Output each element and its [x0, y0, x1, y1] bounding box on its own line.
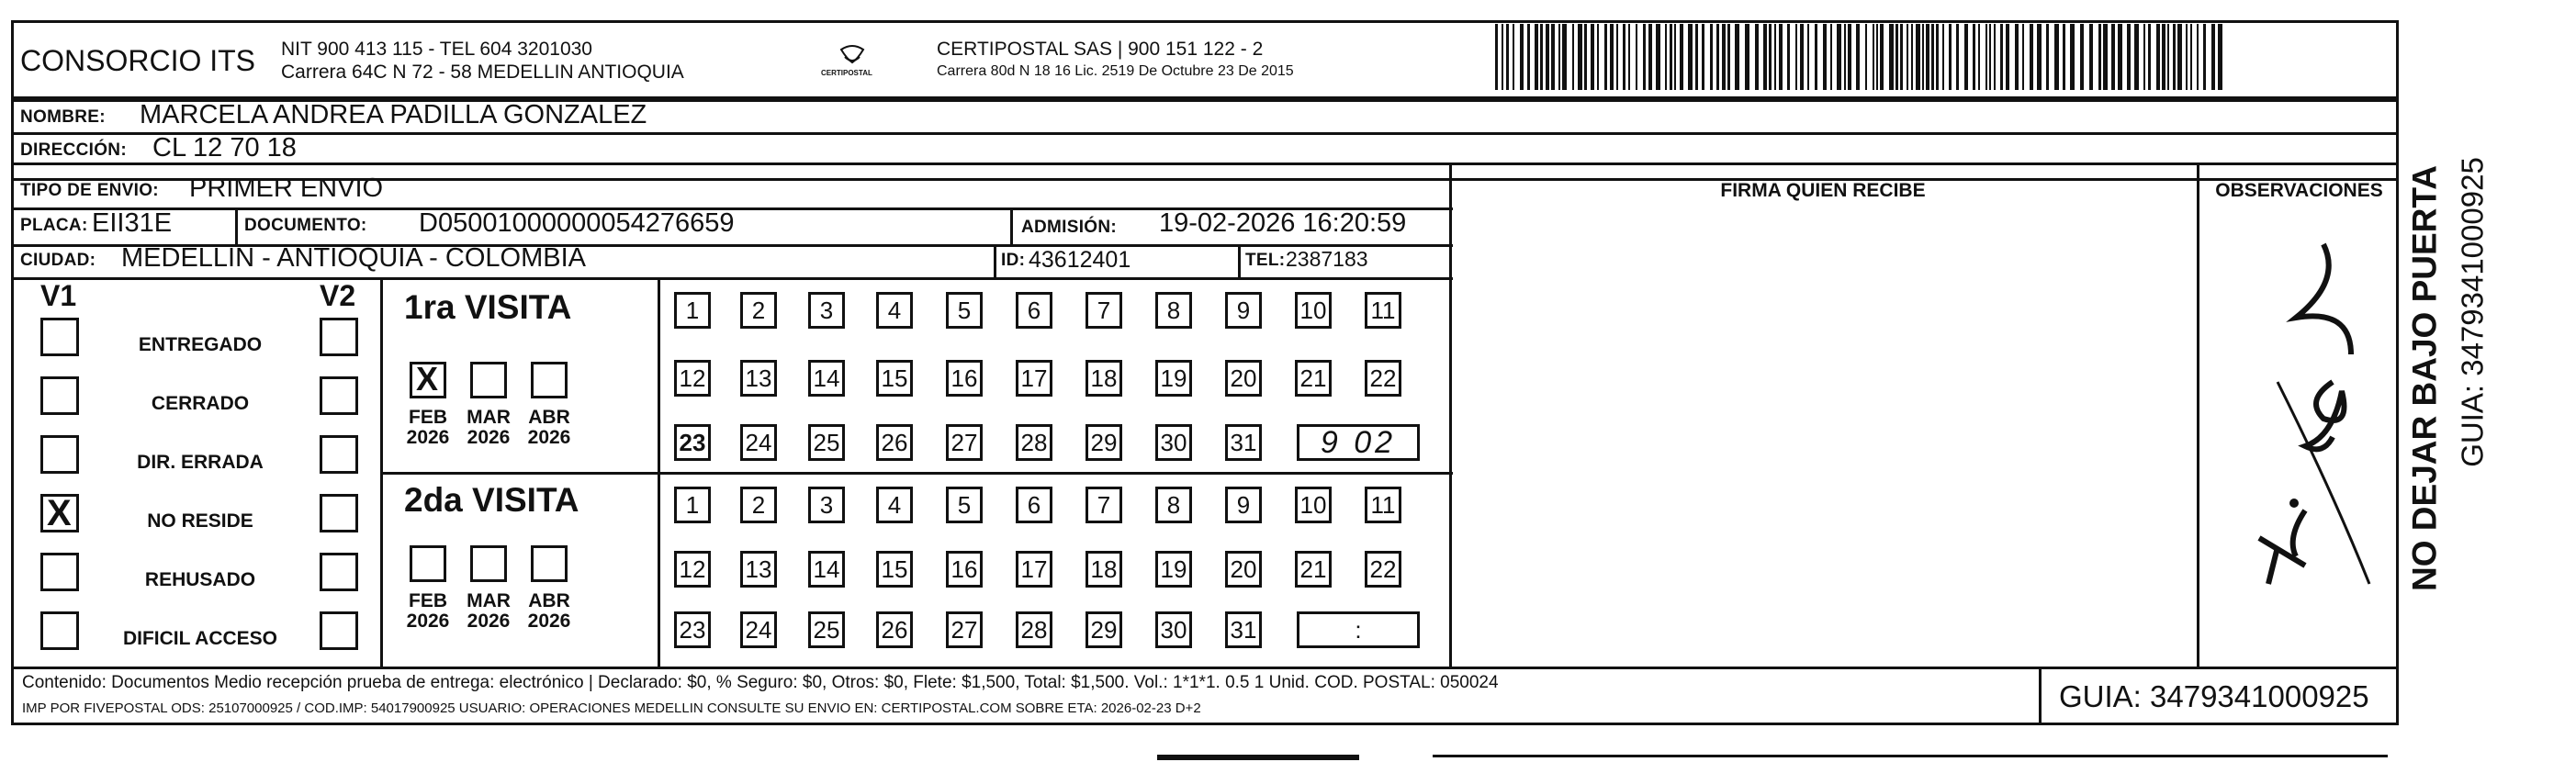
barcode-bar [1616, 24, 1618, 90]
barcode-bar [2046, 24, 2049, 90]
first-visit-day-box[interactable]: 4 [876, 292, 913, 329]
second-visit-day-box[interactable]: 23 [674, 611, 711, 648]
rule [380, 472, 1453, 475]
checkmark-x: X [416, 360, 439, 398]
barcode-bar [2037, 24, 2042, 90]
second-visit-month-label: ABR 2026 [527, 590, 571, 633]
v1-checkbox[interactable] [40, 494, 79, 532]
nit-line: NIT 900 413 115 - TEL 604 3201030 [281, 39, 592, 60]
certipostal-logo [816, 40, 889, 86]
status-label: DIR. ERRADA [137, 452, 264, 473]
first-visit-day-box[interactable]: 30 [1155, 424, 1192, 461]
direccion-label: DIRECCIÓN: [20, 140, 127, 160]
barcode-bar [1688, 24, 1693, 90]
page-edge-mark [1157, 755, 1359, 760]
barcode-bar [1876, 24, 1878, 90]
second-visit-day-box[interactable]: 24 [740, 611, 777, 648]
footer-content-line: Contenido: Documentos Medio recepción prueba de entrega: electrónico | Declarado: $0, % Seguro: $0, Otros: $0, Flete: $1,500, Total: $1,500. Vol.: 1*1*1. 0.5 1 Unid. COD. POSTAL: 050024 [22, 673, 1499, 692]
first-visit-day-box[interactable]: 31 [1225, 424, 1262, 461]
second-visit-day-box[interactable]: 13 [740, 551, 777, 588]
barcode-bar [2218, 24, 2222, 90]
first-visit-day-box[interactable]: 29 [1086, 424, 1122, 461]
barcode-bar [2156, 24, 2160, 90]
barcode-bar [1558, 24, 1560, 90]
barcode-bar [1584, 24, 1587, 90]
first-visit-day-box[interactable]: 16 [946, 360, 983, 397]
barcode-bar [2190, 24, 2192, 90]
nombre-label: NOMBRE: [20, 107, 106, 127]
barcode-bar [1506, 24, 1509, 90]
v2-checkbox[interactable] [320, 376, 358, 415]
placa-value: EII31E [92, 208, 173, 238]
second-visit-day-box[interactable]: 20 [1225, 551, 1262, 588]
barcode-bar [2211, 24, 2215, 90]
v2-checkbox[interactable] [320, 611, 358, 650]
v2-checkbox[interactable] [320, 318, 358, 356]
observaciones-column-header: OBSERVACIONES [2215, 180, 2383, 201]
barcode-bar [2063, 24, 2065, 90]
second-visit-time-box[interactable]: : [1297, 611, 1420, 648]
rule [2197, 162, 2199, 667]
barcode-bar [1911, 24, 1913, 90]
first-visit-day-box[interactable]: 6 [1016, 292, 1052, 329]
firma-column-header: FIRMA QUIEN RECIBE [1720, 180, 1926, 201]
footer-print-line: IMP POR FIVEPOSTAL ODS: 25107000925 / COD.IMP: 54017900925 USUARIO: OPERACIONES MEDELLIN CONSULTE SU ENVIO EN: CERTIPOSTAL.COM SOBRE ETA: 2026-02-23 D+2 [22, 700, 1201, 716]
second-visit-day-box[interactable]: 7 [1086, 487, 1122, 523]
barcode-bar [1716, 24, 1719, 90]
status-label: NO RESIDE [147, 510, 253, 532]
first-visit-day-box[interactable]: 26 [876, 424, 913, 461]
first-visit-month-label: MAR 2026 [467, 407, 511, 449]
barcode-bar [1873, 24, 1874, 90]
first-visit-day-box[interactable]: 28 [1016, 424, 1052, 461]
second-visit-day-box[interactable]: 21 [1295, 551, 1332, 588]
second-visit-day-box[interactable]: 5 [946, 487, 983, 523]
barcode-bar [2143, 24, 2145, 90]
tel-value: 2387183 [1286, 247, 1368, 271]
tipo-envio-value: PRIMER ENVIO [189, 174, 384, 203]
barcode-bar [1964, 24, 1968, 90]
first-visit-day-box[interactable]: 15 [876, 360, 913, 397]
barcode-bar [2127, 24, 2131, 90]
barcode-bar [1926, 24, 1929, 90]
barcode-bar [1513, 24, 1514, 90]
rule [380, 277, 383, 667]
barcode-bar [1674, 24, 1676, 90]
barcode-bar [1546, 24, 1549, 90]
first-visit-day-box[interactable]: 21 [1295, 360, 1332, 397]
first-visit-day-box[interactable]: 27 [946, 424, 983, 461]
second-visit-day-box[interactable]: 26 [876, 611, 913, 648]
barcode-bar [1856, 24, 1860, 90]
v2-checkbox[interactable] [320, 494, 358, 532]
barcode-bar [1727, 24, 1730, 90]
barcode-bar [1540, 24, 1543, 90]
barcode-bar [1880, 24, 1884, 90]
rule [1449, 162, 1452, 667]
barcode-bar [1956, 24, 1959, 90]
barcode-bar [1495, 24, 1498, 90]
barcode-bar [1989, 24, 1991, 90]
first-visit-month-box[interactable] [410, 362, 446, 398]
second-visit-day-box[interactable]: 12 [674, 551, 711, 588]
barcode-bar [1973, 24, 1975, 90]
barcode-bar [2006, 24, 2009, 90]
tel-label: TEL: [1245, 251, 1286, 270]
barcode-bar [1931, 24, 1934, 90]
barcode-bar [2000, 24, 2003, 90]
first-visit-month-box[interactable] [531, 362, 568, 398]
barcode-bar [1578, 24, 1582, 90]
barcode-bar [2015, 24, 2019, 90]
rule [2039, 667, 2042, 725]
v1-checkbox[interactable] [40, 376, 79, 415]
barcode-bar [1643, 24, 1646, 90]
first-visit-title: 1ra VISITA [404, 288, 572, 326]
id-label: ID: [1001, 251, 1026, 270]
barcode-bar [1680, 24, 1683, 90]
barcode-bar [1922, 24, 1924, 90]
first-visit-day-box[interactable]: 14 [808, 360, 845, 397]
second-visit-day-box[interactable]: 2 [740, 487, 777, 523]
first-visit-day-box[interactable]: 24 [740, 424, 777, 461]
documento-value: D05001000000054276659 [419, 208, 735, 238]
barcode-bar [2098, 24, 2101, 90]
barcode-bar [1978, 24, 1980, 90]
barcode-bar [1670, 24, 1672, 90]
rule [994, 244, 996, 277]
certipostal-logo-icon [816, 40, 889, 86]
first-visit-day-box[interactable]: 10 [1295, 292, 1332, 329]
second-visit-day-box[interactable]: 8 [1155, 487, 1192, 523]
first-visit-day-box[interactable]: 23 [674, 424, 711, 461]
second-visit-day-box[interactable]: 31 [1225, 611, 1262, 648]
barcode-bar [1535, 24, 1538, 90]
license-line: Carrera 80d N 18 16 Lic. 2519 De Octubre 23 De 2015 [937, 63, 1294, 79]
barcode-bar [1779, 24, 1783, 90]
second-visit-day-box[interactable]: 25 [808, 611, 845, 648]
barcode-bar [2173, 24, 2176, 90]
barcode-bar [1823, 24, 1827, 90]
first-visit-day-box[interactable]: 3 [808, 292, 845, 329]
barcode-bar [2186, 24, 2188, 90]
first-visit-day-box[interactable]: 9 [1225, 292, 1262, 329]
second-visit-title: 2da VISITA [404, 481, 579, 519]
second-visit-day-box[interactable]: 1 [674, 487, 711, 523]
barcode-bar [1735, 24, 1739, 90]
v2-checkbox[interactable] [320, 553, 358, 591]
rule [658, 277, 660, 667]
documento-label: DOCUMENTO: [244, 216, 367, 235]
postal-operator: CERTIPOSTAL SAS | 900 151 122 - 2 [937, 39, 1264, 60]
rule [11, 277, 1453, 280]
status-label: ENTREGADO [138, 334, 263, 355]
second-visit-day-box[interactable]: 10 [1295, 487, 1332, 523]
first-visit-day-box[interactable]: 7 [1086, 292, 1122, 329]
barcode-bar [1755, 24, 1759, 90]
barcode-bar [1787, 24, 1790, 90]
barcode-bar [1815, 24, 1817, 90]
rule [1238, 244, 1241, 277]
second-visit-month-box[interactable] [531, 545, 568, 582]
second-visit-day-box[interactable]: 18 [1086, 551, 1122, 588]
admision-value: 19-02-2026 16:20:59 [1159, 208, 1407, 238]
barcode-bar [2118, 24, 2122, 90]
first-visit-day-box[interactable]: 5 [946, 292, 983, 329]
barcode-bar [1837, 24, 1841, 90]
barcode-bar [1722, 24, 1726, 90]
first-visit-time-box[interactable]: 9 02 [1297, 424, 1420, 461]
first-visit-day-box[interactable]: 8 [1155, 292, 1192, 329]
first-visit-day-box[interactable]: 13 [740, 360, 777, 397]
ciudad-label: CIUDAD: [20, 251, 96, 270]
v1-checkbox[interactable] [40, 611, 79, 650]
barcode-bar [1520, 24, 1524, 90]
handwritten-signature [2222, 235, 2388, 602]
barcode-bar [2197, 24, 2199, 90]
barcode-bar [1610, 24, 1614, 90]
barcode-bar [1702, 24, 1704, 90]
second-visit-day-box[interactable]: 22 [1365, 551, 1401, 588]
barcode-bar [2070, 24, 2075, 90]
v2-header: V2 [320, 279, 356, 312]
barcode-bar [1710, 24, 1713, 90]
barcode-bar [1916, 24, 1920, 90]
barcode-bar [1985, 24, 1987, 90]
barcode-bar [1774, 24, 1776, 90]
second-visit-day-box[interactable]: 17 [1016, 551, 1052, 588]
barcode-bar [1562, 24, 1567, 90]
second-visit-month-label: FEB 2026 [406, 590, 450, 633]
status-label: DIFICIL ACCESO [122, 628, 277, 649]
id-value: 43612401 [1029, 247, 1131, 273]
barcode-bar [1895, 24, 1898, 90]
barcode-bar [1936, 24, 1939, 90]
first-visit-day-box[interactable]: 1 [674, 292, 711, 329]
barcode-bar [1665, 24, 1667, 90]
barcode-bar [2203, 24, 2206, 90]
barcode-bar [1628, 24, 1630, 90]
rule [11, 132, 2399, 135]
barcode-bar [1830, 24, 1832, 90]
second-visit-day-box[interactable]: 11 [1365, 487, 1401, 523]
barcode-bar [1591, 24, 1594, 90]
second-visit-day-box[interactable]: 30 [1155, 611, 1192, 648]
second-visit-day-box[interactable]: 29 [1086, 611, 1122, 648]
v1-checkbox[interactable] [40, 435, 79, 474]
second-visit-month-label: MAR 2026 [467, 590, 511, 633]
rule [11, 162, 2399, 165]
checkmark-x: X [47, 493, 72, 533]
first-visit-day-box[interactable]: 19 [1155, 360, 1192, 397]
first-visit-day-box[interactable]: 12 [674, 360, 711, 397]
barcode-bar [2022, 24, 2024, 90]
barcode-bar [1844, 24, 1846, 90]
barcode-bar [2134, 24, 2139, 90]
barcode-bar [1656, 24, 1660, 90]
barcode-bar [1551, 24, 1555, 90]
barcode-bar [1848, 24, 1851, 90]
company-name: CONSORCIO ITS [20, 44, 256, 77]
second-visit-day-box[interactable]: 19 [1155, 551, 1192, 588]
direccion-value: CL 12 70 18 [152, 133, 297, 162]
nombre-value: MARCELA ANDREA PADILLA GONZALEZ [140, 100, 647, 129]
barcode-bar [2162, 24, 2165, 90]
address-line: Carrera 64C N 72 - 58 MEDELLIN ANTIOQUIA [281, 62, 684, 83]
barcode-bar [1572, 24, 1574, 90]
first-visit-day-box[interactable]: 25 [808, 424, 845, 461]
barcode-bar [1745, 24, 1749, 90]
barcode-bar [1502, 24, 1503, 90]
barcode-bar [1994, 24, 1996, 90]
second-visit-month-box[interactable] [410, 545, 446, 582]
second-visit-day-box[interactable]: 16 [946, 551, 983, 588]
barcode-bar [2080, 24, 2084, 90]
barcode-bar [1527, 24, 1530, 90]
status-label: REHUSADO [144, 569, 256, 590]
side-guia: GUIA: 3479341000925 [2455, 157, 2490, 467]
barcode-bar [1942, 24, 1944, 90]
second-visit-day-box[interactable]: 28 [1016, 611, 1052, 648]
second-visit-day-box[interactable]: 3 [808, 487, 845, 523]
second-visit-day-box[interactable]: 14 [808, 551, 845, 588]
page-edge-mark [1433, 755, 2388, 757]
tipo-envio-label: TIPO DE ENVIO: [20, 181, 159, 200]
ciudad-value: MEDELLIN - ANTIOQUIA - COLOMBIA [121, 243, 586, 273]
first-visit-day-box[interactable]: 17 [1016, 360, 1052, 397]
placa-label: PLACA: [20, 216, 88, 235]
barcode [1495, 24, 2224, 90]
barcode-bar [2103, 24, 2108, 90]
barcode-bar [1949, 24, 1952, 90]
first-visit-day-box[interactable]: 18 [1086, 360, 1122, 397]
second-visit-day-box[interactable]: 4 [876, 487, 913, 523]
second-visit-month-box[interactable] [470, 545, 507, 582]
status-label: CERRADO [151, 393, 250, 414]
barcode-bar [1900, 24, 1903, 90]
barcode-bar [1865, 24, 1867, 90]
barcode-bar [2148, 24, 2151, 90]
rule [235, 207, 238, 244]
v1-checkbox[interactable] [40, 553, 79, 591]
footer-guia: GUIA: 3479341000925 [2059, 679, 2369, 713]
first-visit-day-box[interactable]: 22 [1365, 360, 1401, 397]
v2-checkbox[interactable] [320, 435, 358, 474]
v1-checkbox[interactable] [40, 318, 79, 356]
barcode-bar [1807, 24, 1809, 90]
barcode-bar [2111, 24, 2115, 90]
barcode-bar [2167, 24, 2169, 90]
first-visit-month-label: FEB 2026 [406, 407, 450, 449]
first-visit-day-box[interactable]: 11 [1365, 292, 1401, 329]
rule [1010, 207, 1013, 244]
barcode-bar [1800, 24, 1804, 90]
certipostal-logo-text: CERTIPOSTAL [821, 69, 872, 77]
first-visit-month-label: ABR 2026 [527, 407, 571, 449]
barcode-bar [1889, 24, 1894, 90]
second-visit-day-box[interactable]: 9 [1225, 487, 1262, 523]
first-visit-day-box[interactable]: 2 [740, 292, 777, 329]
no-dejar-bajo-puerta: NO DEJAR BAJO PUERTA [2405, 165, 2444, 591]
second-visit-day-box[interactable]: 15 [876, 551, 913, 588]
first-visit-day-box[interactable]: 20 [1225, 360, 1262, 397]
barcode-bar [1763, 24, 1767, 90]
barcode-bar [1604, 24, 1607, 90]
second-visit-day-box[interactable]: 6 [1016, 487, 1052, 523]
barcode-bar [1907, 24, 1908, 90]
barcode-bar [1636, 24, 1637, 90]
barcode-bar [2089, 24, 2093, 90]
barcode-bar [2030, 24, 2033, 90]
second-visit-day-box[interactable]: 27 [946, 611, 983, 648]
barcode-bar [2054, 24, 2059, 90]
barcode-bar [1769, 24, 1772, 90]
barcode-bar [1795, 24, 1797, 90]
barcode-bar [1695, 24, 1698, 90]
v1-header: V1 [40, 279, 77, 312]
barcode-bar [1597, 24, 1599, 90]
admision-label: ADMISIÓN: [1021, 218, 1118, 237]
first-visit-month-box[interactable] [470, 362, 507, 398]
barcode-bar [1623, 24, 1625, 90]
barcode-bar [1648, 24, 1652, 90]
barcode-bar [2177, 24, 2182, 90]
